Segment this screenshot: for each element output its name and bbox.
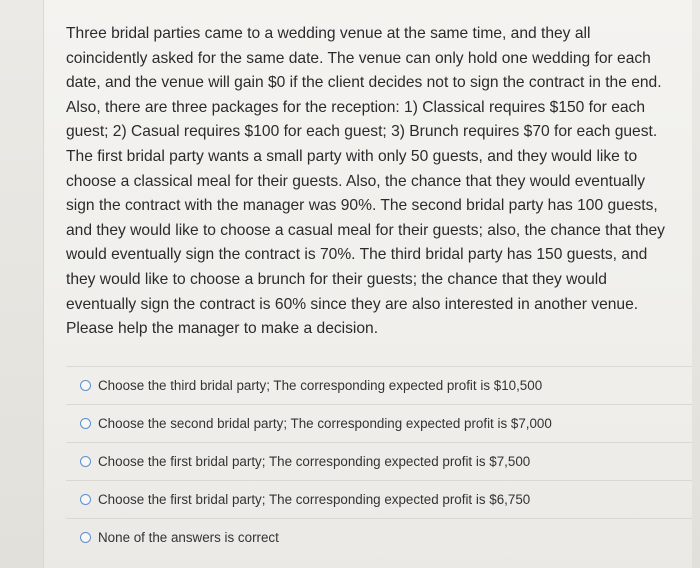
answer-option-label: Choose the third bridal party; The corresponding expected profit is $10,500 (98, 378, 543, 393)
radio-button-icon[interactable] (80, 532, 91, 543)
radio-button-icon[interactable] (80, 418, 91, 429)
answer-option-4[interactable] (66, 480, 692, 518)
question-text: Three bridal parties came to a wedding venue at the same time, and they all coincidently asked for the same date. The venue can only hold one wedding for each date, and the venue will gain $0 if the client decides not to sign the contract in the end. Also, there are three packages for the reception: 1) Classical requires $150 for each guest; 2) Casual requires $100 for each guest; 3) Brunch requires $70 for each guest. The first bridal party wants a small party with only 50 guests, and they would like to choose a classical meal for their guests. Also, the chance that they would eventually sign the contract with the manager was 90%. The second bridal party has 100 guests, and they would like to choose a casual meal for their guests; also, the chance that they would eventually sign the contract is 70%. The third bridal party has 150 guests, and they would like to choose a brunch for their guests; the chance that they would eventually sign the contract is 60% since they are also interested in another venue. Please help the manager to make a decision. (66, 25, 665, 338)
answer-option-label: Choose the second bridal party; The corresponding expected profit is $7,000 (98, 416, 552, 431)
answer-option-label: Choose the first bridal party; The corresponding expected profit is $7,500 (98, 454, 531, 469)
radio-button-icon[interactable] (80, 456, 91, 467)
radio-button-icon[interactable] (80, 380, 91, 391)
answer-options (66, 366, 692, 556)
answer-option-5[interactable] (66, 518, 692, 556)
answer-option-3[interactable] (66, 442, 692, 480)
answer-option-label: Choose the first bridal party; The corresponding expected profit is $6,750 (98, 492, 531, 507)
answer-option-2[interactable] (66, 404, 692, 442)
answer-option-1[interactable] (66, 366, 692, 404)
radio-button-icon[interactable] (80, 494, 91, 505)
answer-option-label: None of the answers is correct (98, 530, 279, 545)
